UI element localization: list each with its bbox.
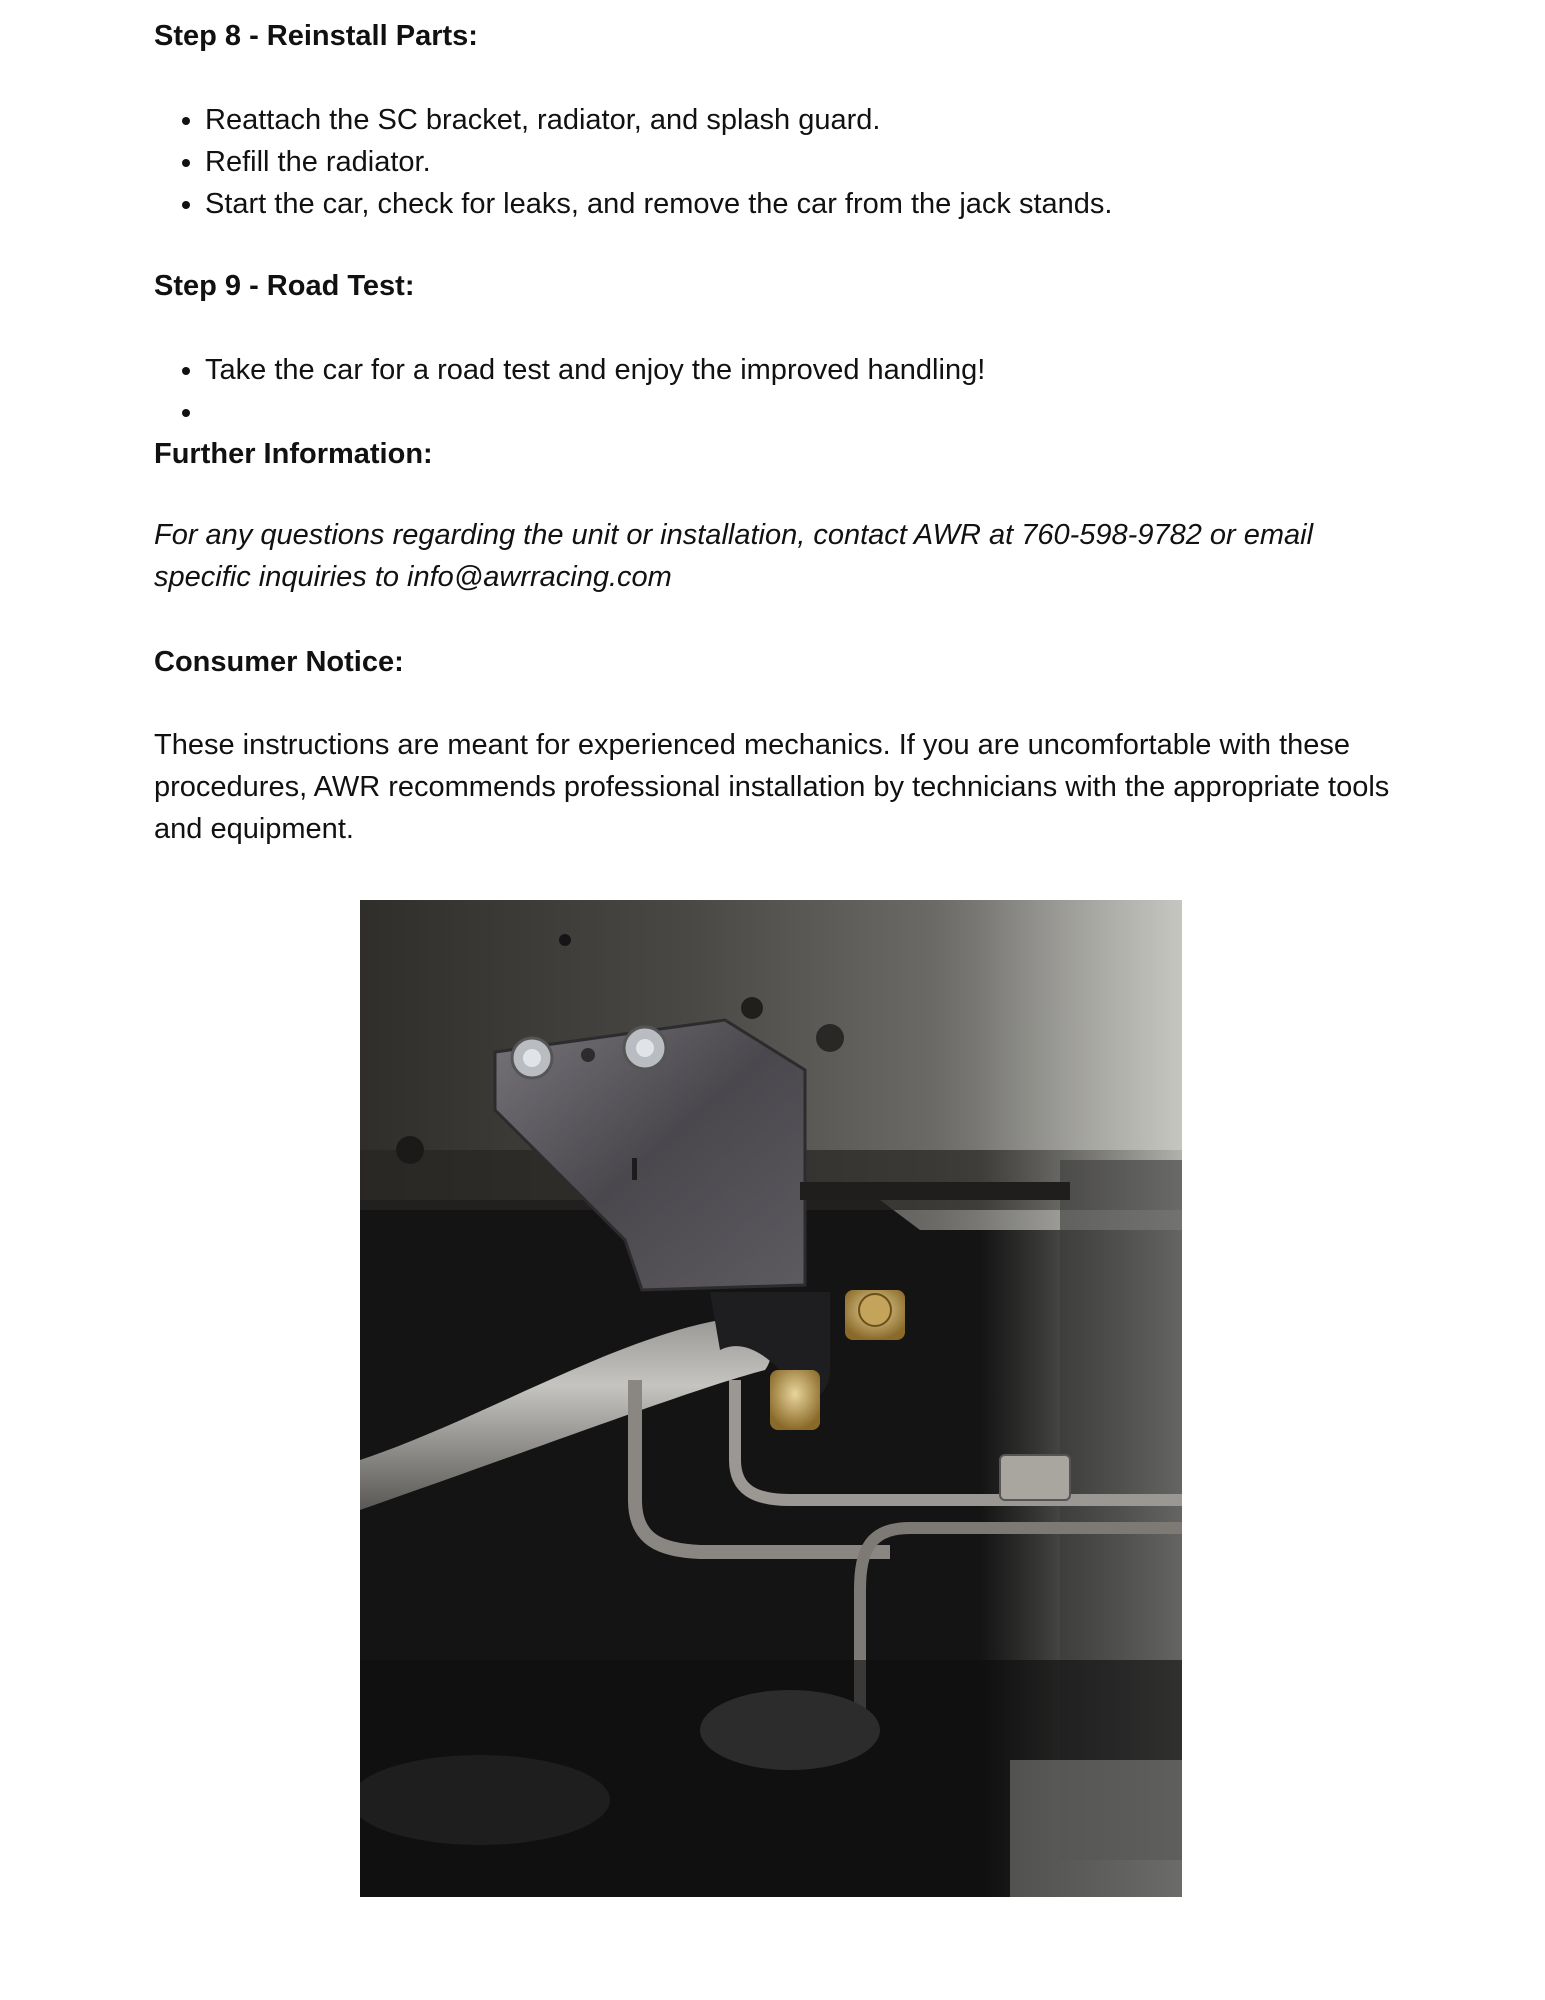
step-8-list (154, 99, 1112, 225)
list-item: • Reattach the SC bracket, radiator, and splash guard. (205, 99, 1112, 141)
consumer-notice-text: These instructions are meant for experienced mechanics. If you are uncomfortable with these procedures, AWR recommends professional installation by technicians with the appropriate tools and equipment. (154, 729, 1390, 845)
further-information-text: For any questions regarding the unit or installation, contact AWR at 760-598-9782 or email specific inquiries to info@awrracing.com (154, 519, 1314, 593)
step-9-heading: Step 9 - Road Test: (154, 270, 415, 302)
step-8-heading: Step 8 - Reinstall Parts: (154, 20, 478, 52)
photo-illustration (360, 900, 1182, 1897)
further-information-heading: Further Information: (154, 438, 433, 470)
consumer-notice-heading: Consumer Notice: (154, 646, 404, 678)
list-item: • Refill the radiator. (205, 141, 1112, 183)
list-item: • Take the car for a road test and enjoy the improved handling! (205, 349, 985, 391)
list-item: • Start the car, check for leaks, and remove the car from the jack stands. (205, 183, 1112, 225)
sway-bar-bracket-photo (360, 900, 1182, 1897)
list-item-empty (205, 391, 985, 433)
step-9-list (154, 349, 985, 433)
